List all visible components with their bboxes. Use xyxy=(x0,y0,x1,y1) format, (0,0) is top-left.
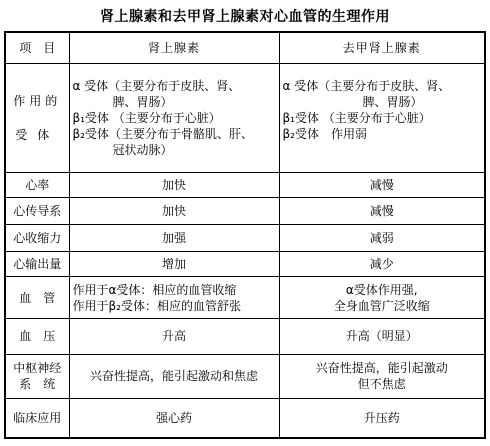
cell-line: 作用于α受体：相应的血管收缩 xyxy=(72,282,237,297)
cell-line: 作用于β₂受体：相应的血管舒张 xyxy=(72,298,241,313)
norepinephrine-cell: 升高（明显） xyxy=(279,319,485,355)
epinephrine-cell: 兴奋性提高，能引起激动和焦虑 xyxy=(69,354,279,398)
norepinephrine-cell xyxy=(279,354,485,398)
norepinephrine-cell: 减慢 xyxy=(279,172,485,197)
table-row-vessels xyxy=(5,277,485,319)
table-row-cardiac-output xyxy=(5,252,485,277)
cell-line: β₁受体 （主要分布于心脏） xyxy=(282,110,431,125)
epinephrine-cell xyxy=(69,63,279,172)
cell-line xyxy=(283,142,482,158)
comparison-table xyxy=(4,31,486,439)
cell-line: α 受体（主要分布于皮肤、肾、 xyxy=(72,78,241,93)
cell-line: 但不焦虑 xyxy=(357,377,406,392)
cell-line: 冠状动脉） xyxy=(112,142,173,157)
cell-line: α 受体（主要分布于皮肤、肾、 xyxy=(282,78,451,93)
table-row-cns xyxy=(5,354,485,398)
epinephrine-cell xyxy=(69,277,279,319)
epinephrine-cell: 增加 xyxy=(69,252,279,277)
row-label xyxy=(5,354,69,398)
norepinephrine-cell xyxy=(279,63,485,172)
cell-line: β₂受体（主要分布于骨骼肌、肝、 xyxy=(72,126,253,141)
row-label: 心输出量 xyxy=(5,252,69,277)
table-row-conduction xyxy=(5,197,485,224)
row-label: 血 管 xyxy=(5,277,69,319)
table-row-clinical-use xyxy=(5,398,485,438)
page-title: 肾上腺素和去甲肾上腺素对心血管的生理作用 xyxy=(100,9,390,25)
norepinephrine-cell: 减弱 xyxy=(279,225,485,252)
table-row-contractility xyxy=(5,225,485,252)
table-row-heart-rate xyxy=(5,172,485,197)
epinephrine-cell: 加强 xyxy=(69,225,279,252)
header-epinephrine: 肾上腺素 xyxy=(69,32,279,63)
epinephrine-cell: 加快 xyxy=(69,172,279,197)
norepinephrine-cell: 减少 xyxy=(279,252,485,277)
cell-line: 兴奋性提高，能引起激动 xyxy=(315,361,448,376)
cell-line: β₂受体 作用弱 xyxy=(282,126,367,141)
row-label-line: 受体 xyxy=(15,127,60,142)
row-label: 心收缩力 xyxy=(5,225,69,252)
norepinephrine-cell: 减慢 xyxy=(279,197,485,224)
row-label: 血 压 xyxy=(5,319,69,355)
table-row-blood-pressure xyxy=(5,319,485,355)
table-header-row xyxy=(5,32,485,63)
header-item: 项 目 xyxy=(5,32,69,63)
row-label: 心传导系 xyxy=(5,197,69,224)
row-label-line: 中枢神经 xyxy=(13,361,62,376)
norepinephrine-cell xyxy=(279,277,485,319)
cell-line: 全身血管广泛收缩 xyxy=(333,298,430,313)
table-row-receptors xyxy=(5,63,485,172)
cell-line: β₁受体 （主要分布于心脏） xyxy=(72,110,221,125)
epinephrine-cell: 强心药 xyxy=(69,398,279,438)
epinephrine-cell: 加快 xyxy=(69,197,279,224)
cell-line: 脾、胃肠） xyxy=(112,94,173,109)
cell-line: α受体作用强, xyxy=(345,282,418,297)
row-label: 临床应用 xyxy=(5,398,69,438)
epinephrine-cell: 升高 xyxy=(69,319,279,355)
norepinephrine-cell: 升压药 xyxy=(279,398,485,438)
header-norepinephrine: 去甲肾上腺素 xyxy=(279,32,485,63)
row-label-line: 系 统 xyxy=(19,377,56,392)
row-label xyxy=(5,63,69,172)
row-label: 心率 xyxy=(5,172,69,197)
row-label-line: 作用的 xyxy=(13,93,62,108)
cell-line: 脾、胃肠） xyxy=(362,94,423,109)
